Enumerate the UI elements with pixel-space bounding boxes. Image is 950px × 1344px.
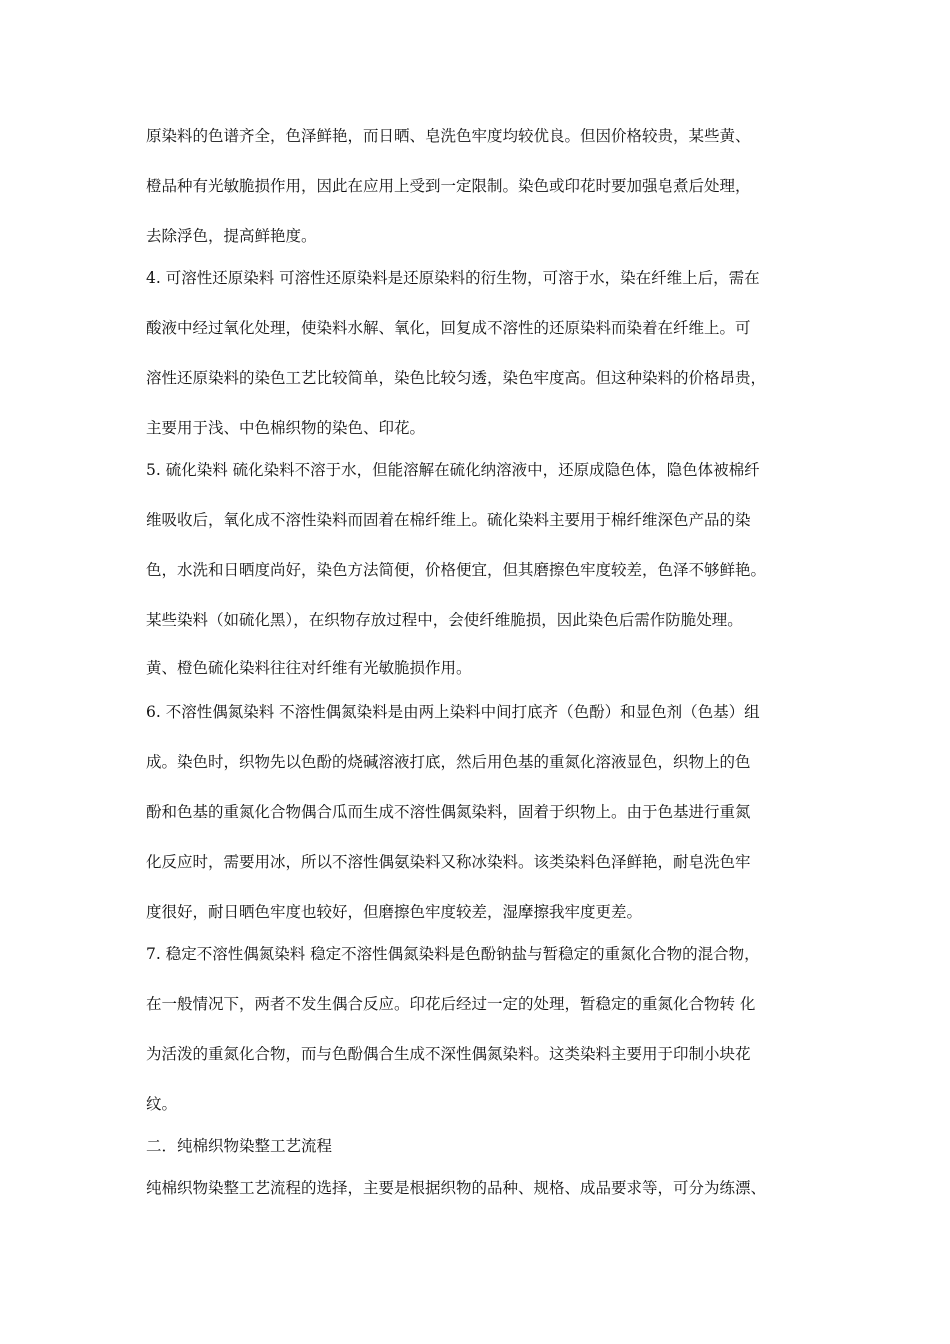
text-line: 酚和色基的重氮化合物偶合瓜而生成不溶性偶氮染料，固着于织物上。由于色基进行重氮 [146, 803, 751, 821]
text-line: 5. 硫化染料 硫化染料不溶于水，但能溶解在硫化纳溶液中，还原成隐色体，隐色体被棉纤 [146, 461, 760, 479]
text-line: 在一般情况下，两者不发生偶合反应。印花后经过一定的处理，暂稳定的重氮化合物转 化 [146, 995, 756, 1013]
text-line: 主要用于浅、中色棉织物的染色、印花。 [146, 419, 426, 437]
text-line: 7. 稳定不溶性偶氮染料 稳定不溶性偶氮染料是色酚钠盐与暂稳定的重氮化合物的混合物， [146, 945, 760, 963]
text-line: 色，水洗和日晒度尚好，染色方法简便，价格便宜，但其磨擦色牢度较差，色泽不够鲜艳。 [146, 561, 767, 579]
text-line: 纯棉织物染整工艺流程的选择，主要是根据织物的品种、规格、成品要求等，可分为练漂、 [146, 1179, 767, 1197]
text-line: 4. 可溶性还原染料 可溶性还原染料是还原染料的衍生物，可溶于水，染在纤维上后，需在 [146, 269, 760, 287]
text-line: 度很好，耐日晒色牢度也较好，但磨擦色牢度较差，湿摩擦我牢度更差。 [146, 903, 643, 921]
text-line: 维吸收后，氧化成不溶性染料而固着在棉纤维上。硫化染料主要用于棉纤维深色产品的染 [146, 511, 751, 529]
text-line: 纹。 [146, 1095, 178, 1113]
text-line: 为活泼的重氮化合物，而与色酚偶合生成不深性偶氮染料。这类染料主要用于印制小块花 [146, 1045, 751, 1063]
text-line: 6. 不溶性偶氮染料 不溶性偶氮染料是由两上染料中间打底齐（色酚）和显色剂（色基）组 [146, 703, 760, 721]
text-line: 某些染料（如硫化黑），在织物存放过程中，会使纤维脆损，因此染色后需作防脆处理。 [146, 611, 743, 629]
text-line: 橙品种有光敏脆损作用，因此在应用上受到一定限制。染色或印花时要加强皂煮后处理， [146, 177, 751, 195]
text-line: 酸液中经过氧化处理，使染料水解、氧化，回复成不溶性的还原染料而染着在纤维上。可 [146, 319, 751, 337]
section-heading: 二．纯棉织物染整工艺流程 [146, 1137, 333, 1155]
text-line: 成。染色时，织物先以色酚的烧碱溶液打底，然后用色基的重氮化溶液显色，织物上的色 [146, 753, 751, 771]
text-line: 去除浮色，提高鲜艳度。 [146, 227, 317, 245]
text-line: 化反应时，需要用冰，所以不溶性偶氨染料又称冰染料。该类染料色泽鲜艳，耐皂洗色牢 [146, 853, 751, 871]
text-line: 溶性还原染料的染色工艺比较简单，染色比较匀透，染色牢度高。但这种染料的价格昂贵， [146, 369, 767, 387]
text-line: 原染料的色谱齐全，色泽鲜艳，而日晒、皂洗色牢度均较优良。但因价格较贵，某些黄、 [146, 127, 751, 145]
text-line: 黄、橙色硫化染料往往对纤维有光敏脆损作用。 [146, 659, 472, 677]
